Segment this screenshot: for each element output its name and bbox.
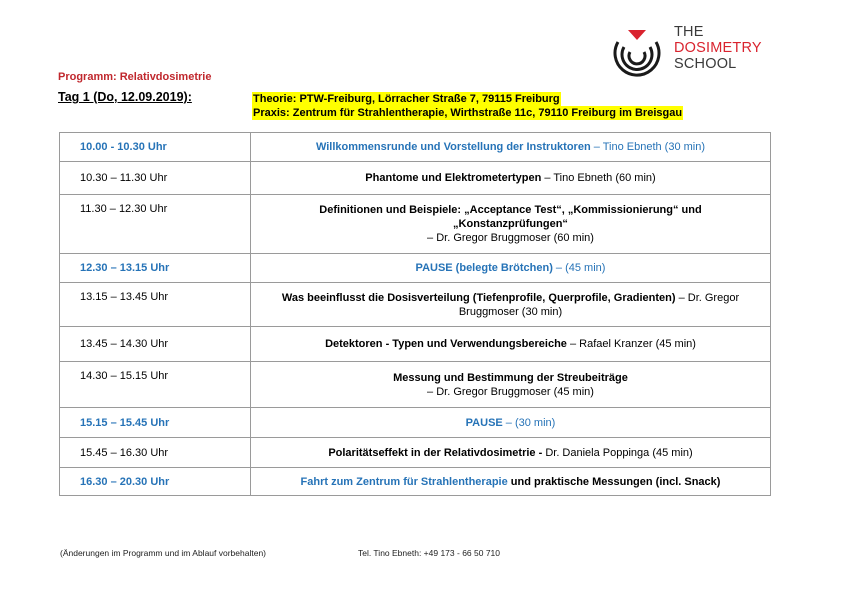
- session-title: PAUSE (belegte Brötchen): [415, 262, 553, 274]
- session-cell: [251, 195, 771, 254]
- table-row: [60, 362, 771, 408]
- schedule-table: [59, 132, 771, 496]
- session-cell: [251, 283, 771, 327]
- logo: [612, 22, 772, 92]
- time-cell: 11.30 – 12.30 Uhr: [60, 195, 251, 254]
- time-cell: 13.15 – 13.45 Uhr: [60, 283, 251, 327]
- session-title: Detektoren - Typen und Verwendungsbereiche: [325, 338, 567, 350]
- logo-line-3: SCHOOL: [674, 56, 737, 72]
- table-row: [60, 133, 771, 162]
- table-row: [60, 468, 771, 496]
- session-detail: – Tino Ebneth (30 min): [590, 141, 706, 153]
- table-row: [60, 438, 771, 468]
- session-title: Polaritätseffekt in der Relativdosimetrie -: [328, 446, 543, 459]
- table-row: [60, 195, 771, 254]
- time-cell: 12.30 – 13.15 Uhr: [60, 254, 251, 283]
- session-cell: [251, 254, 771, 283]
- time-cell: 15.45 – 16.30 Uhr: [60, 438, 251, 468]
- table-row: [60, 162, 771, 195]
- session-detail: – Dr. Gregor Bruggmoser (45 min): [427, 385, 594, 398]
- table-row: [60, 327, 771, 362]
- session-detail: – Rafael Kranzer (45 min): [566, 338, 696, 350]
- session-title: Willkommensrunde und Vorstellung der Instruktoren: [315, 141, 591, 153]
- dosimetry-school-logo-icon: [612, 28, 662, 80]
- theory-location: Theorie: PTW-Freiburg, Lörracher Straße 7, 79115 Freiburg: [253, 93, 560, 105]
- time-cell: 13.45 – 14.30 Uhr: [60, 327, 251, 362]
- session-detail: – Tino Ebneth (60 min): [541, 172, 656, 184]
- time-cell: 10.00 - 10.30 Uhr: [60, 133, 251, 162]
- time-cell: 16.30 – 20.30 Uhr: [60, 468, 251, 496]
- session-detail: und praktische Messungen (incl. Snack): [507, 475, 721, 488]
- session-cell: [251, 408, 771, 438]
- session-cell: [251, 327, 771, 362]
- session-detail: Dr. Daniela Poppinga (45 min): [542, 446, 693, 459]
- session-title: Fahrt zum Zentrum für Strahlentherapie: [300, 475, 508, 488]
- table-row: [60, 408, 771, 438]
- table-row: [60, 254, 771, 283]
- table-row: [60, 283, 771, 327]
- session-cell: [251, 362, 771, 408]
- footer-note: (Änderungen im Programm und im Ablauf vorbehalten): [60, 548, 266, 558]
- footer-phone: Tel. Tino Ebneth: +49 173 - 66 50 710: [358, 548, 501, 558]
- session-title: Definitionen und Beispiele: „Acceptance Test“, „Kommissionierung“ und „Konstanzprüfungen“: [319, 204, 702, 230]
- time-cell: 14.30 – 15.15 Uhr: [60, 362, 251, 408]
- day-heading: Tag 1 (Do, 12.09.2019):: [58, 90, 192, 104]
- session-title: Messung und Bestimmung der Streubeiträge: [393, 371, 628, 384]
- time-cell: 10.30 – 11.30 Uhr: [60, 162, 251, 195]
- session-title: PAUSE: [465, 416, 503, 429]
- logo-wordmark: [674, 24, 762, 72]
- session-cell: [251, 468, 771, 496]
- session-title: Was beeinflusst die Dosisverteilung (Tiefenprofile, Querprofile, Gradienten): [281, 291, 676, 304]
- program-title: Programm: Relativdosimetrie: [58, 71, 212, 83]
- session-detail: – (45 min): [552, 262, 606, 274]
- session-cell: [251, 133, 771, 162]
- session-cell: [251, 162, 771, 195]
- logo-line-2: DOSIMETRY: [674, 40, 762, 56]
- session-title: Phantome und Elektrometertypen: [365, 172, 542, 184]
- practice-location: Praxis: Zentrum für Strahlentherapie, Wirthstraße 11c, 79110 Freiburg im Breisgau: [253, 107, 683, 119]
- logo-line-1: THE: [674, 24, 704, 40]
- session-detail: – Dr. Gregor Bruggmoser (30 min): [458, 291, 740, 318]
- session-cell: [251, 438, 771, 468]
- session-detail: – Dr. Gregor Bruggmoser (60 min): [427, 232, 594, 244]
- time-cell: 15.15 – 15.45 Uhr: [60, 408, 251, 438]
- session-detail: – (30 min): [502, 416, 556, 429]
